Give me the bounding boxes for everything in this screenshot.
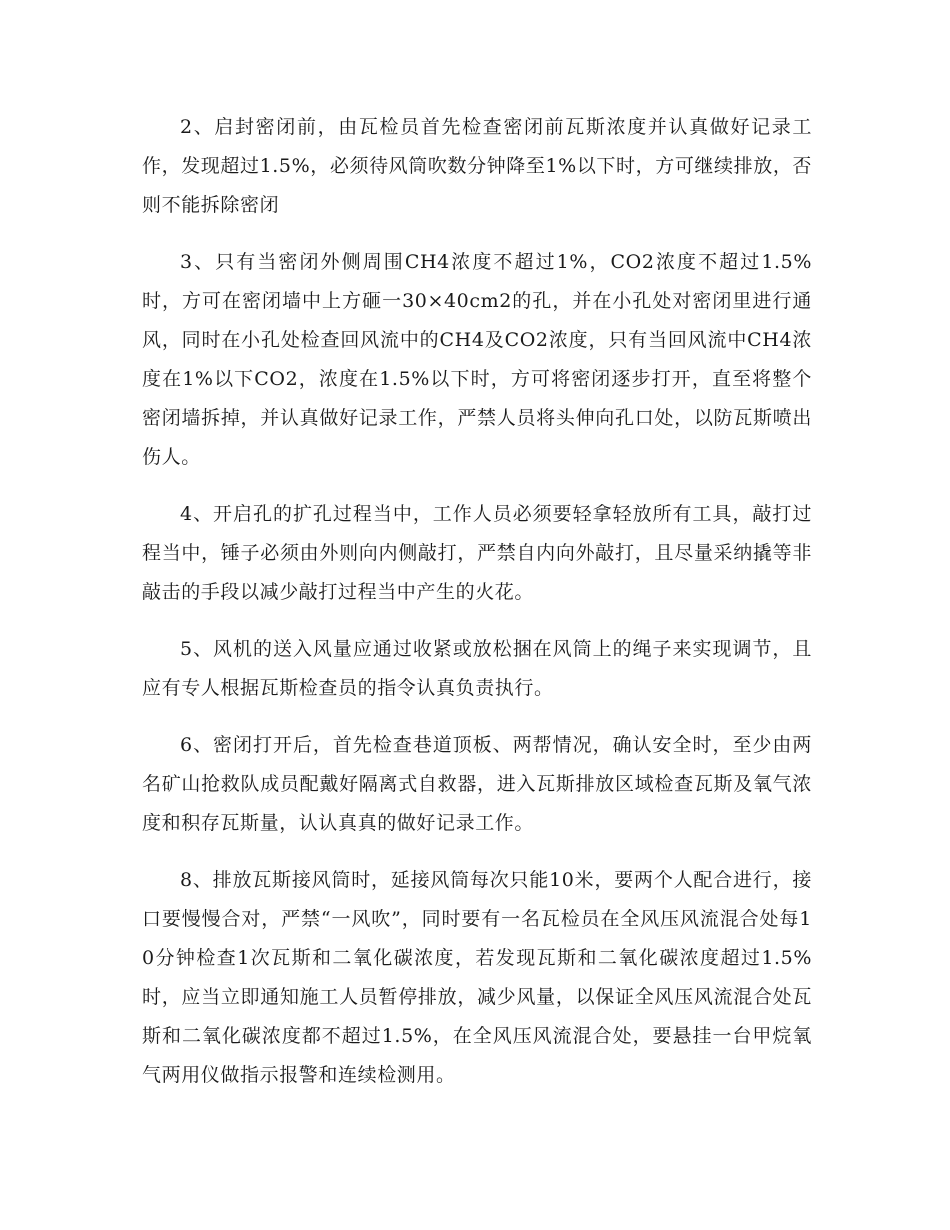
paragraph-item-8: 8、排放瓦斯接风筒时，延接风筒每次只能10米，要两个人配合进行，接口要慢慢合对，严禁“一风吹”，同时要有一名瓦检员在全风压风流混合处每10分钟检查1次瓦斯和二氧化碳浓度，若发现瓦斯和二氧化碳浓度超过1.5%时，应当立即通知施工人员暂停排放，减少风量，以保证全风压风流混合处瓦斯和二氧化碳浓度都不超过1.5%，在全风压风流混合处，要悬挂一台甲烷氧气两用仪做指示报警和连续检测用。: [142, 869, 812, 1086]
paragraph-item-6: 6、密闭打开后，首先检查巷道顶板、两帮情况，确认安全时，至少由两名矿山抢救队成员配戴好隔离式自救器，进入瓦斯排放区域检查瓦斯及氧气浓度和积存瓦斯量，认认真真的做好记录工作。: [142, 734, 812, 834]
paragraph-item-5: 5、风机的送入风量应通过收紧或放松捆在风筒上的绳子来实现调节，且应有专人根据瓦斯检查员的指令认真负责执行。: [142, 638, 812, 699]
document-page: [142, 108, 812, 1113]
paragraph-item-3: 3、只有当密闭外侧周围CH4浓度不超过1%，CO2浓度不超过1.5%时，方可在密闭墙中上方砸一30×40cm2的孔，并在小孔处对密闭里进行通风，同时在小孔处检查回风流中的CH4及CO2浓度，只有当回风流中CH4浓度在1%以下CO2，浓度在1.5%以下时，方可将密闭逐步打开，直至将整个密闭墙拆掉，并认真做好记录工作，严禁人员将头伸向孔口处，以防瓦斯喷出伤人。: [142, 251, 812, 468]
paragraph-item-2: 2、启封密闭前，由瓦检员首先检查密闭前瓦斯浓度并认真做好记录工作，发现超过1.5%，必须待风筒吹数分钟降至1%以下时，方可继续排放，否则不能拆除密闭: [142, 116, 813, 216]
paragraph-item-4: 4、开启孔的扩孔过程当中，工作人员必须要轻拿轻放所有工具，敲打过程当中，锤子必须由外则向内侧敲打，严禁自内向外敲打，且尽量采纳撬等非敲击的手段以减少敲打过程当中产生的火花。: [142, 503, 812, 603]
